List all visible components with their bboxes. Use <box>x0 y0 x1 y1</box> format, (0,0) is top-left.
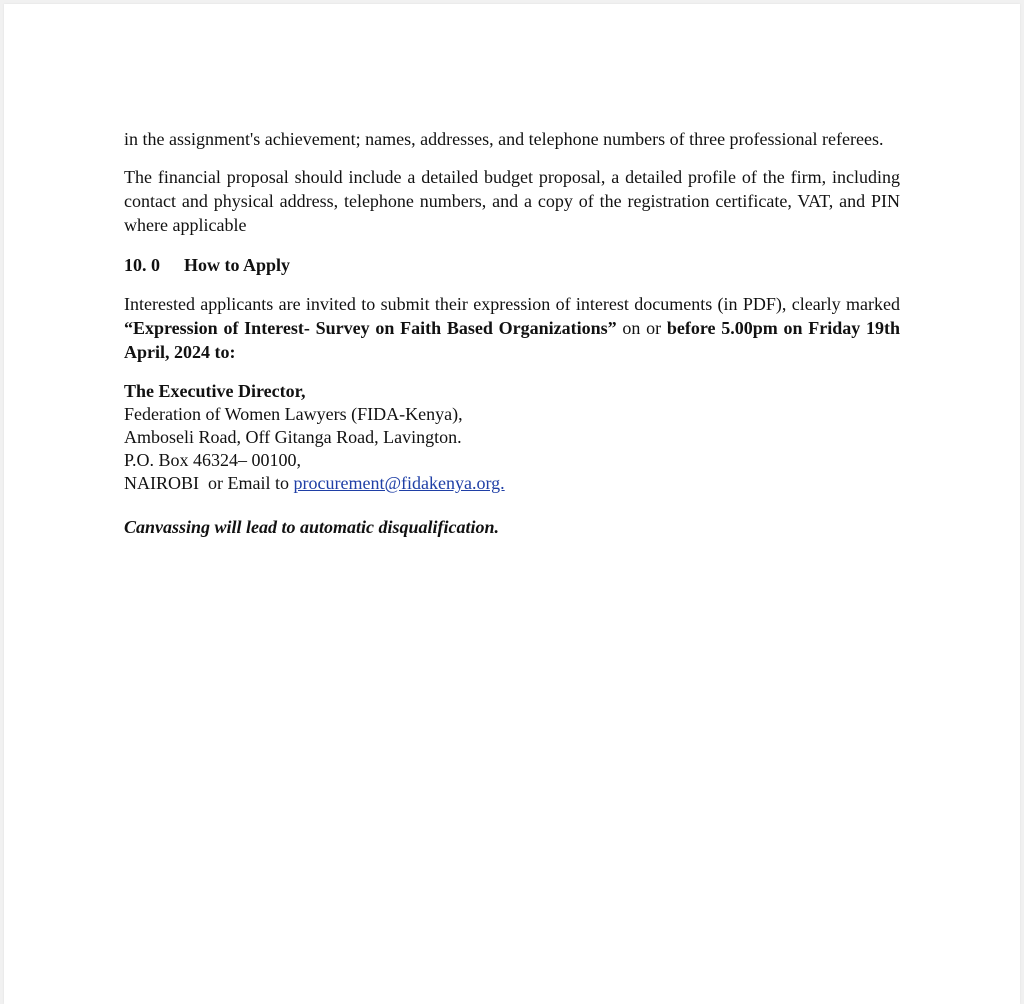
document-page <box>4 4 1020 1004</box>
section-number: 10. 0 <box>124 255 160 275</box>
address-block <box>124 380 900 495</box>
address-line-2: Amboseli Road, Off Gitanga Road, Lavington. <box>124 427 462 447</box>
addressee: The Executive Director, <box>124 381 306 401</box>
disqualification-notice: Canvassing will lead to automatic disqualification. <box>124 517 500 537</box>
apply-paragraph <box>124 292 900 364</box>
address-line-1: Federation of Women Lawyers (FIDA-Kenya), <box>124 404 463 424</box>
apply-deadline: before 5.00pm on Friday 19th April, 2024 to: <box>124 318 900 362</box>
document-body <box>124 127 900 539</box>
section-title: How to Apply <box>184 255 291 275</box>
apply-on-or: on or <box>616 318 667 338</box>
apply-marked-title: “Expression of Interest- Survey on Faith Based Organizations” <box>124 318 617 338</box>
referees-paragraph: in the assignment's achievement; names, addresses, and telephone numbers of three professional referees. <box>124 129 884 149</box>
address-city-line <box>124 472 900 495</box>
section-heading <box>124 253 900 277</box>
address-line-3: P.O. Box 46324– 00100, <box>124 450 302 470</box>
financial-proposal-paragraph: The financial proposal should include a detailed budget proposal, a detailed profile of the firm, including contact and physical address, telephone numbers, and a copy of the registration certificate, VAT, and PIN where applicable <box>124 167 900 235</box>
email-link[interactable]: procurement@fidakenya.org. <box>293 473 505 493</box>
city-prefix: NAIROBI or Email to <box>124 473 294 493</box>
apply-intro: Interested applicants are invited to submit their expression of interest documents (in PDF), clearly marked <box>124 294 900 314</box>
